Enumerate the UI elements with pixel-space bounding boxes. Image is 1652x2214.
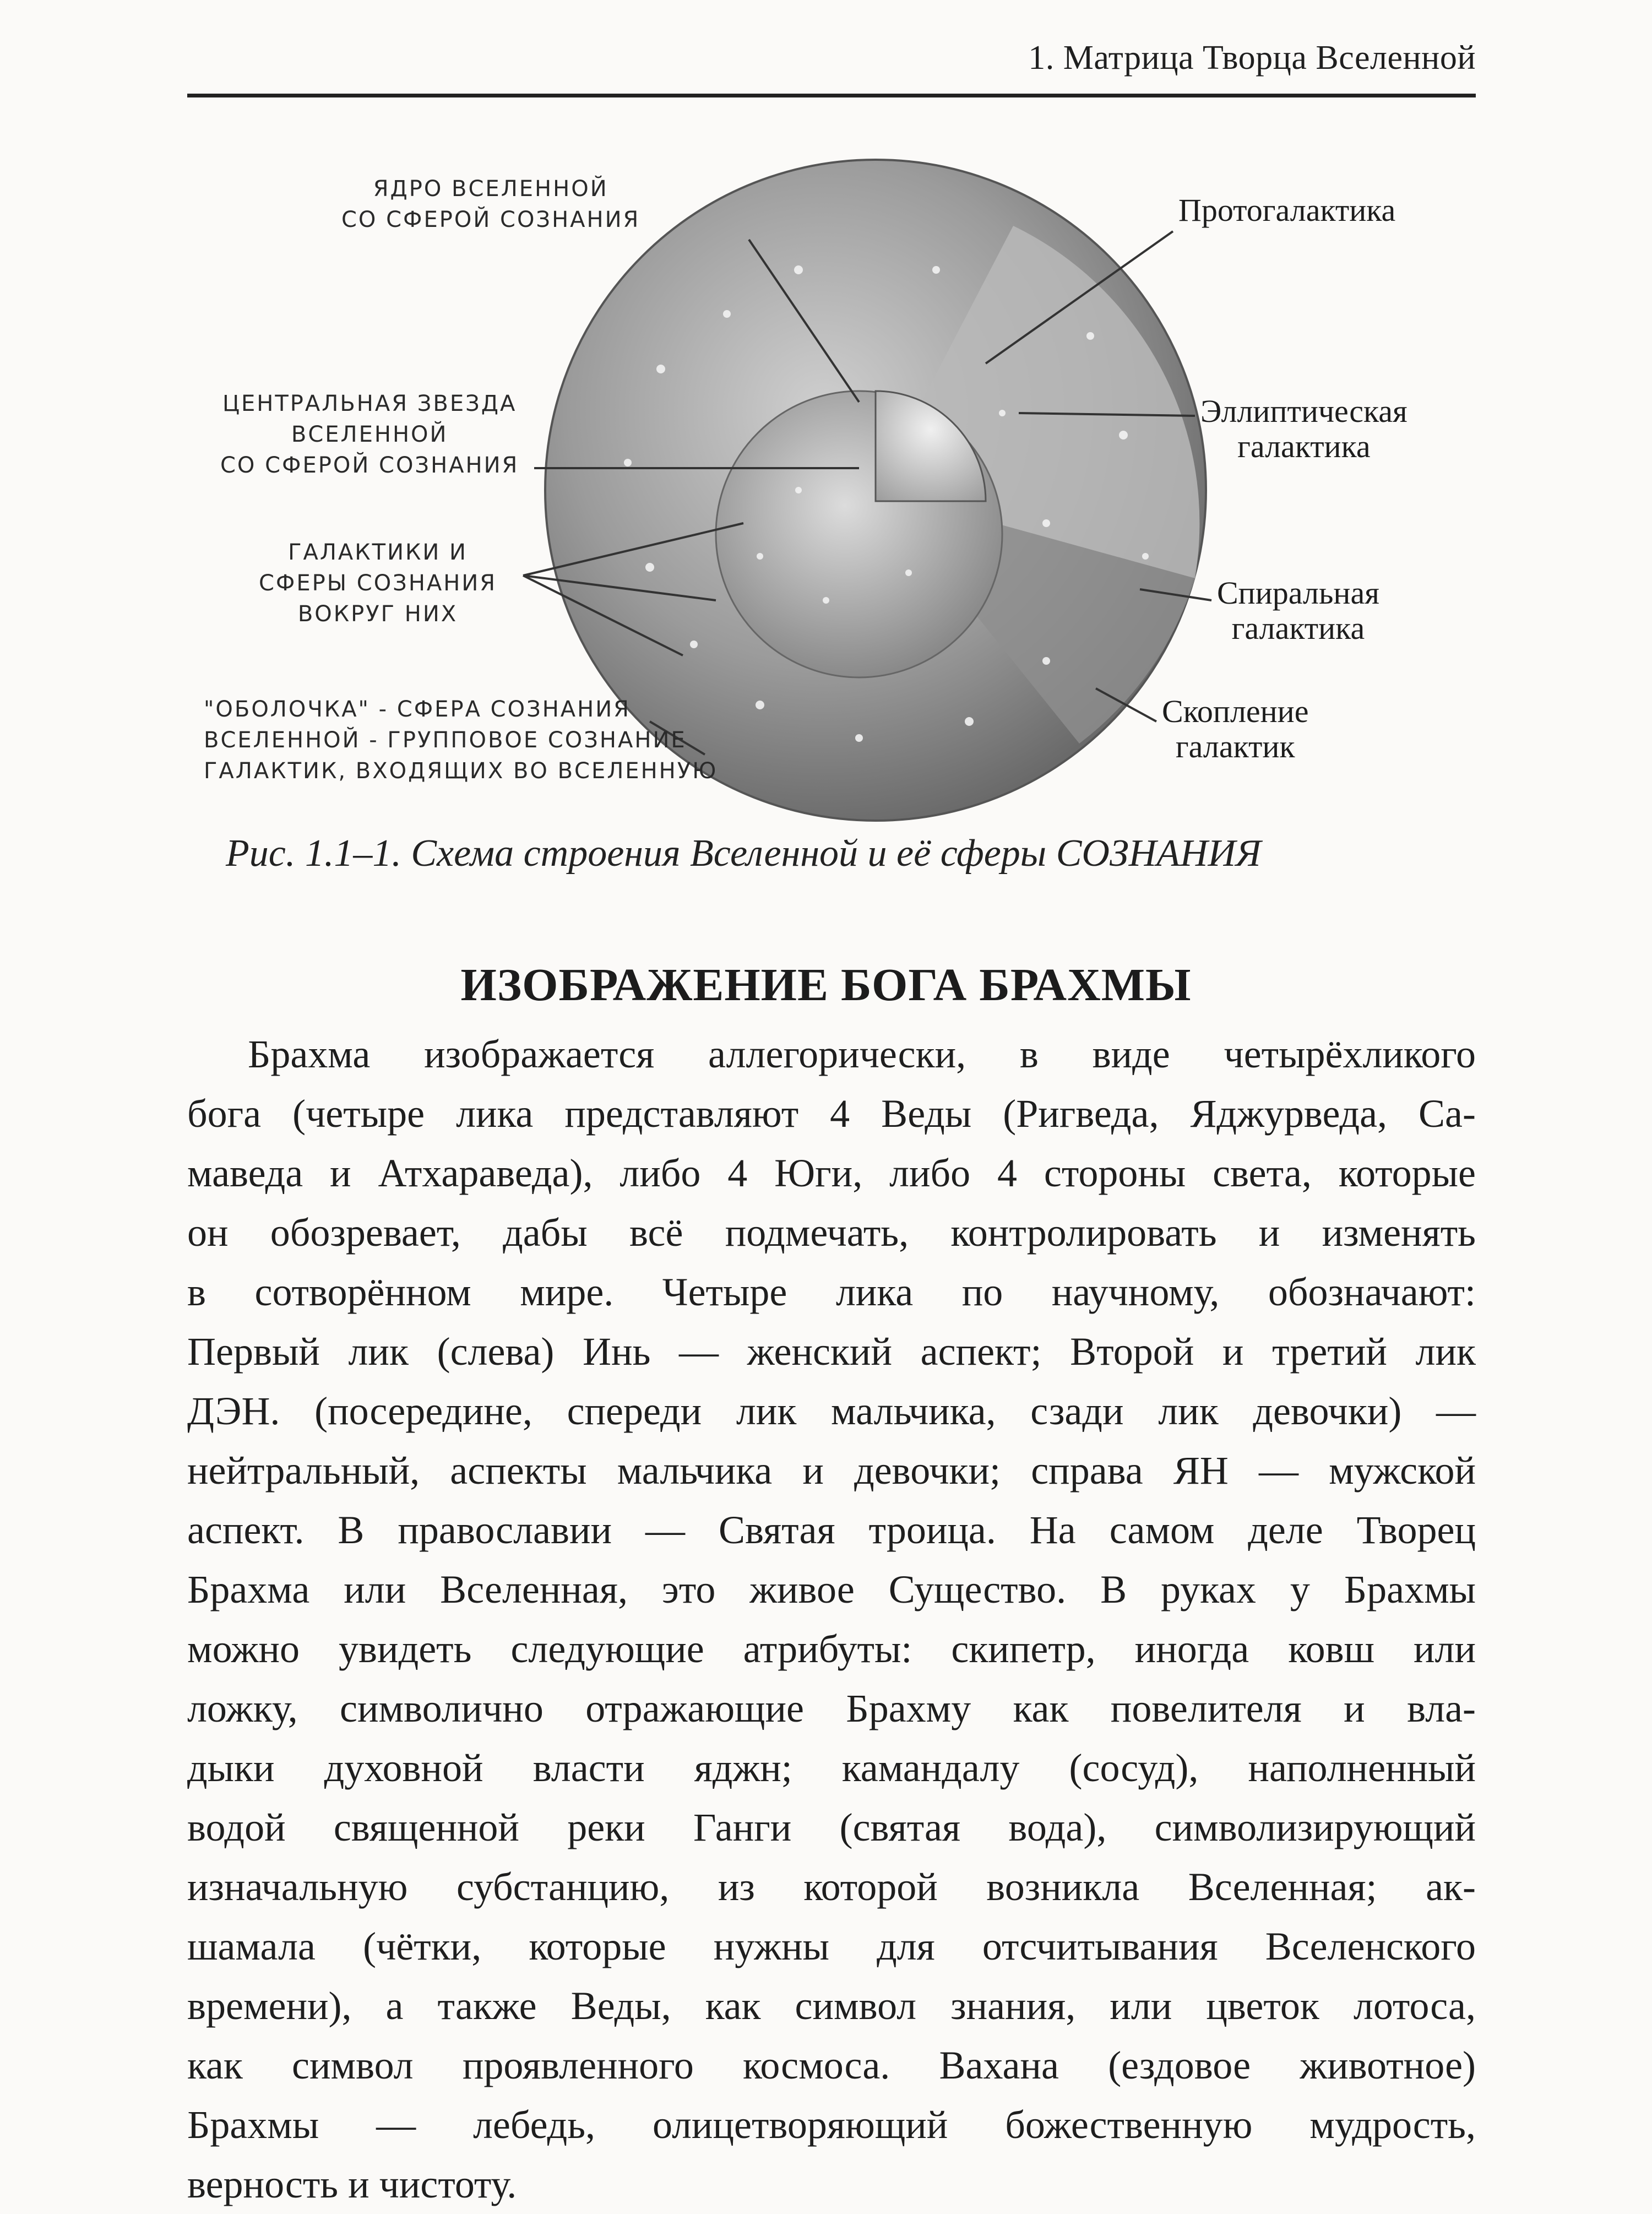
label-central-star (220, 388, 519, 481)
label-shell-line2: ВСЕЛЕННОЙ - ГРУППОВОЕ СОЗНАНИЕ (204, 728, 687, 753)
label-shell-line1: "ОБОЛОЧКА" - СФЕРА СОЗНАНИЯ (204, 697, 631, 722)
label-elliptical-line1: Эллиптическая (1200, 393, 1408, 429)
label-galaxies-line2: СФЕРЫ СОЗНАНИЯ (259, 571, 497, 596)
body-line: времени), а также Веды, как символ знания, или цветок лотоса, (187, 1984, 1476, 2028)
body-line: можно увидеть следующие атрибуты: скипетр, иногда ковш или (187, 1627, 1476, 1671)
label-elliptical-line2: галактика (1237, 428, 1371, 464)
body-line: он обозревает, дабы всё подмечать, контролировать и изменять (187, 1211, 1476, 1255)
label-core-line2: СО СФЕРОЙ СОЗНАНИЯ (341, 207, 640, 232)
label-central-star-line1: ЦЕНТРАЛЬНАЯ ЗВЕЗДА (222, 391, 517, 416)
label-galaxies-line3: ВОКРУГ НИХ (297, 601, 458, 627)
label-core-line1: ЯДРО ВСЕЛЕННОЙ (373, 176, 608, 202)
body-line: как символ проявленного космоса. Вахана (ездовое животное) (187, 2043, 1476, 2087)
running-header: 1. Матрица Творца Вселенной (1028, 39, 1476, 77)
body-line: в сотворённом мире. Четыре лика по научному, обозначают: (187, 1270, 1476, 1314)
figure-caption: Рис. 1.1–1. Схема строения Вселенной и её сферы СОЗНАНИЯ (226, 832, 1262, 875)
body-line: изначальную субстанцию, из которой возникла Вселенная; ак- (187, 1865, 1476, 1909)
label-spiral-line2: галактика (1231, 610, 1365, 646)
label-cluster (1162, 694, 1308, 764)
body-line: дыки духовной власти яджн; камандалу (сосуд), наполненный (187, 1746, 1476, 1790)
body-line: Первый лик (слева) Инь — женский аспект; Второй и третий лик (187, 1330, 1476, 1374)
label-shell (204, 694, 718, 786)
body-line: Брахма или Вселенная, это живое Существо. В руках у Брахмы (187, 1567, 1476, 1611)
label-protogalaxy-line1: Протогалактика (1178, 192, 1396, 228)
label-shell-line3: ГАЛАКТИК, ВХОДЯЩИХ ВО ВСЕЛЕННУЮ (204, 758, 718, 784)
label-protogalaxy (1178, 193, 1395, 228)
body-text (187, 1024, 1476, 2214)
body-line: аспект. В православии — Святая троица. На самом деле Творец (187, 1508, 1476, 1552)
body-line: нейтральный, аспекты мальчика и девочки; справа ЯН — мужской (187, 1448, 1476, 1493)
body-line: Брахмы — лебедь, олицетворяющий божественную мудрость, (187, 2103, 1476, 2147)
universe-diagram (0, 105, 1652, 876)
body-line: верность и чистоту. (187, 2162, 517, 2206)
body-line: Брахма изображается аллегорически, в виде четырёхликого (248, 1032, 1476, 1076)
section-title: ИЗОБРАЖЕНИЕ БОГА БРАХМЫ (460, 959, 1192, 1011)
header-rule (187, 94, 1476, 97)
label-galaxies (259, 537, 497, 630)
label-central-star-line2: ВСЕЛЕННОЙ (291, 422, 448, 447)
body-line: ложку, символично отражающие Брахму как повелителя и вла- (187, 1686, 1476, 1730)
body-line: бога (четыре лика представляют 4 Веды (Ригведа, Яджурведа, Са- (187, 1092, 1476, 1136)
body-line: ДЭН. (посередине, спереди лик мальчика, сзади лик девочки) — (187, 1389, 1476, 1433)
label-cluster-line2: галактик (1175, 729, 1295, 764)
label-spiral (1217, 576, 1379, 646)
body-line: водой священной реки Ганги (святая вода), символизирующий (187, 1805, 1476, 1849)
label-core (341, 173, 640, 235)
label-spiral-line1: Спиральная (1217, 575, 1379, 611)
body-line: шамала (чётки, которые нужны для отсчитывания Вселенского (187, 1924, 1476, 1968)
label-central-star-line3: СО СФЕРОЙ СОЗНАНИЯ (220, 453, 519, 478)
label-elliptical (1200, 394, 1408, 464)
label-galaxies-line1: ГАЛАКТИКИ И (288, 540, 468, 565)
body-line: маведа и Атхараведа), либо 4 Юги, либо 4 стороны света, которые (187, 1151, 1476, 1195)
label-cluster-line1: Скопление (1162, 693, 1309, 729)
